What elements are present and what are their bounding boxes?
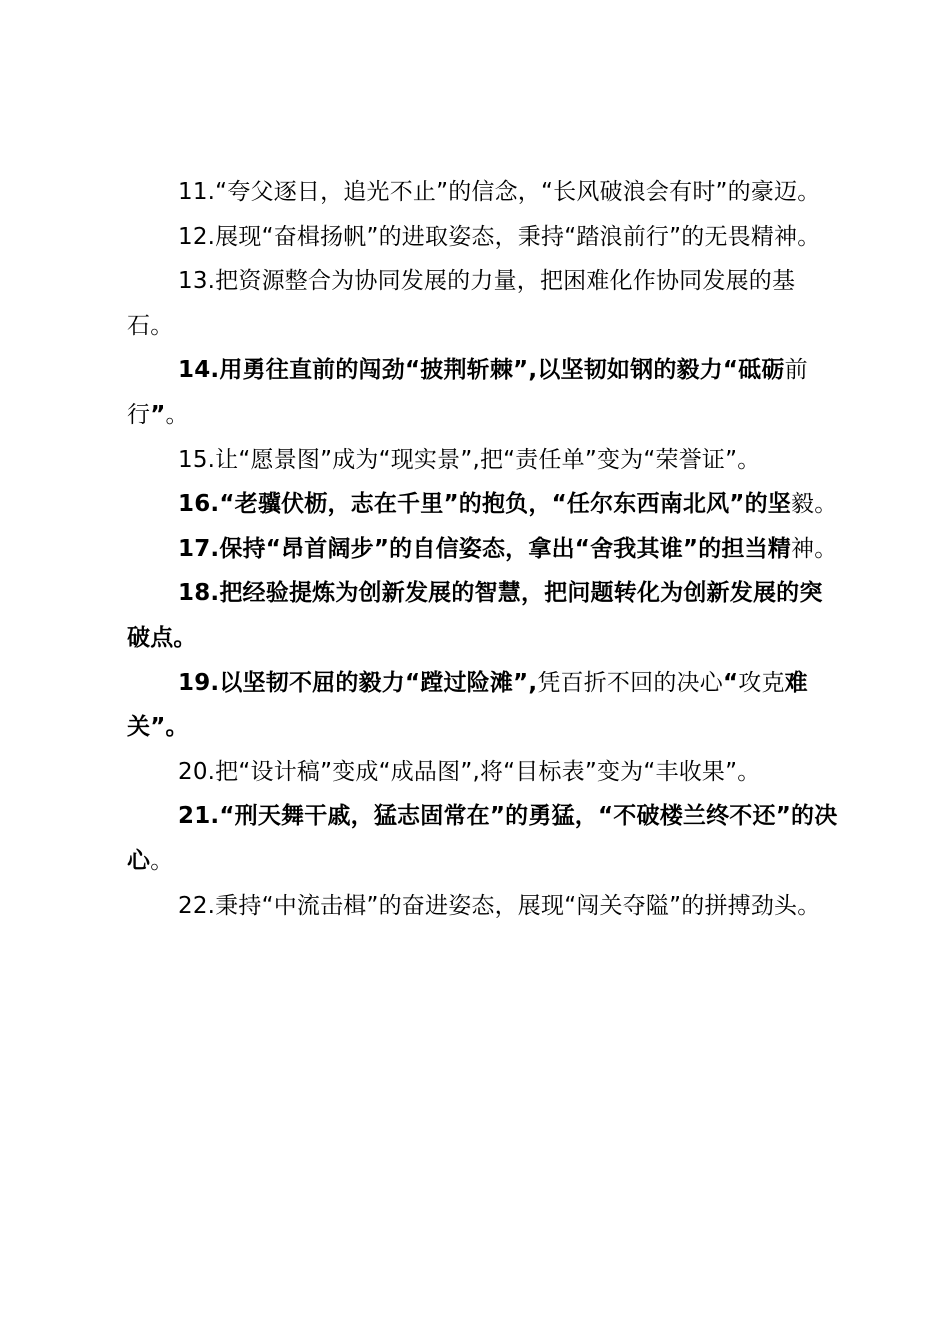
- text-segment: 前行: [127, 357, 808, 428]
- text-segment: 12.展现“奋楫扬帆”的进取姿态，秉持“踏浪前行”的无畏精神。: [178, 223, 821, 250]
- paragraph-item-14: [127, 348, 839, 437]
- text-segment: 。: [165, 401, 189, 428]
- bold-text-segment: 18.把经验提炼为创新发展的智慧，把问题转化为创新发展的突破点。: [127, 580, 823, 651]
- bold-text-segment: “: [722, 669, 739, 696]
- bold-text-segment: 21.“刑天舞干戚，猛志固常在”的勇猛，“不破楼兰终不还”的决心: [127, 803, 838, 874]
- paragraph-item-20: [127, 750, 839, 795]
- paragraph-item-19: [127, 661, 839, 750]
- text-segment: 22.秉持“中流击楫”的奋进姿态，展现“闯关夺隘”的拼搏劲头。: [178, 892, 821, 919]
- paragraph-item-11: [127, 170, 839, 215]
- bold-text-segment: 19.以坚韧不屈的毅力“蹚过险滩”,: [178, 669, 538, 696]
- paragraph-item-21: [127, 794, 839, 883]
- paragraph-item-15: [127, 438, 839, 483]
- paragraph-item-12: [127, 215, 839, 260]
- text-segment: 15.让“愿景图”成为“现实景”,把“责任单”变为“荣誉证”。: [178, 446, 761, 473]
- paragraph-item-18: [127, 571, 839, 660]
- document-page: [127, 170, 839, 928]
- paragraph-item-13: [127, 259, 839, 348]
- text-segment: 13.把资源整合为协同发展的力量，把困难化作协同发展的基石。: [127, 268, 796, 339]
- bold-text-segment: ”: [150, 401, 166, 428]
- text-segment: 。: [150, 847, 174, 874]
- text-segment: 攻克: [738, 669, 785, 696]
- paragraph-item-16: [127, 482, 839, 527]
- paragraph-item-17: [127, 527, 839, 572]
- bold-text-segment: 16.“老骥伏枥，志在千里”的抱负，“任尔东西南北风”的坚: [178, 491, 792, 518]
- text-segment: 神。: [791, 535, 838, 562]
- text-segment: 毅。: [791, 491, 838, 518]
- bold-text-segment: 14.用勇往直前的闯劲“披荆斩棘”,以坚韧如钢的毅力“砥砺: [178, 357, 785, 384]
- text-segment: 11.“夸父逐日，追光不止”的信念，“长风破浪会有时”的豪迈。: [178, 179, 821, 205]
- text-segment: 20.把“设计稿”变成“成品图”,将“目标表”变为“丰收果”。: [178, 758, 761, 785]
- bold-text-segment: 难关”。: [127, 669, 808, 741]
- bold-text-segment: 17.保持“昂首阔步”的自信姿态，拿出“舍我其谁”的担当精: [178, 535, 792, 562]
- text-segment: 凭百折不回的决心: [537, 669, 723, 696]
- paragraph-item-22: [127, 884, 839, 929]
